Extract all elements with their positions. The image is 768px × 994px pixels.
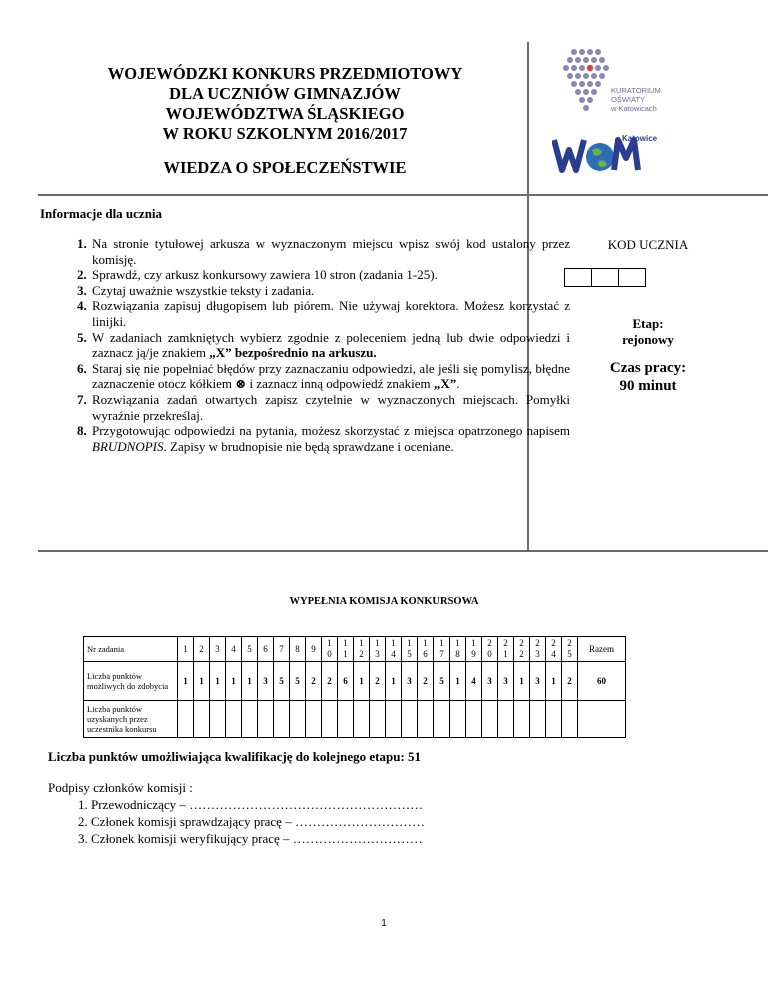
task-number: 1 1: [343, 638, 348, 659]
kuratorium-line: w Katowicach: [611, 104, 657, 113]
task-number-cell: 3: [210, 637, 226, 662]
task-number-cell: [466, 637, 482, 662]
task-number: 1 8: [455, 638, 460, 659]
task-number-row: [84, 637, 626, 662]
max-points-cell: 1: [514, 662, 530, 701]
instruction-text: . Zapisy w brudnopisie nie będą sprawdzane i oceniane.: [163, 438, 454, 454]
task-number-cell: 4: [226, 637, 242, 662]
task-number-cell: 5: [242, 637, 258, 662]
earned-points-cell[interactable]: [370, 701, 386, 738]
earned-points-cell[interactable]: [178, 701, 194, 738]
task-number-cell: 2: [194, 637, 210, 662]
instruction-item: [90, 330, 570, 361]
earned-points-cell[interactable]: [242, 701, 258, 738]
task-number: 1 7: [439, 638, 444, 659]
instruction-text: .: [456, 376, 460, 392]
student-code-box[interactable]: [618, 268, 646, 287]
wom-city-label: Katowice: [622, 134, 658, 143]
task-number: 2 1: [503, 638, 508, 659]
kuratorium-line: OŚWIATY: [611, 95, 646, 104]
max-points-cell: 5: [274, 662, 290, 701]
max-points-cell: 2: [322, 662, 338, 701]
stage-label: [530, 316, 766, 348]
max-points-cell: 3: [530, 662, 546, 701]
task-number: 2 3: [535, 638, 540, 659]
instructions-list: [38, 236, 570, 454]
task-number-cell: 8: [290, 637, 306, 662]
stage-line: rejonowy: [622, 332, 674, 347]
task-number: 1 5: [407, 638, 412, 659]
max-points-cell: 2: [306, 662, 322, 701]
task-number: 2 4: [551, 638, 556, 659]
max-points-cell: 1: [194, 662, 210, 701]
task-number-cell: 7: [274, 637, 290, 662]
time-line: Czas pracy:: [609, 360, 687, 376]
student-code-box[interactable]: [564, 268, 592, 287]
task-number-cell: [322, 637, 338, 662]
earned-points-cell[interactable]: [290, 701, 306, 738]
task-number-cell: [562, 637, 578, 662]
max-points-cell: 1: [546, 662, 562, 701]
max-points-cell: 3: [402, 662, 418, 701]
max-points-cell: 1: [450, 662, 466, 701]
max-points-cell: 3: [482, 662, 498, 701]
task-number-cell: 9: [306, 637, 322, 662]
earned-points-cell[interactable]: [498, 701, 514, 738]
max-points-cell: 3: [258, 662, 274, 701]
task-number-cell: [370, 637, 386, 662]
qualification-threshold: Liczba punktów umożliwiająca kwalifikację do kolejnego etapu: 51: [48, 749, 422, 764]
instruction-text: i zaznacz inną odpowiedź znakiem: [246, 376, 434, 392]
max-points-cell: 1: [354, 662, 370, 701]
instruction-text: Czytaj uważnie wszystkie teksty i zadania.: [92, 282, 315, 298]
section-divider: [38, 550, 768, 552]
instruction-item: [90, 392, 570, 423]
instruction-text: W zadaniach zamkniętych wybierz zgodnie z poleceniem jedną lub dwie odpowiedzi i zaznacz ją/je znakiem: [92, 329, 570, 361]
signature-line: 1. Przewodniczący – ………………………………………………: [91, 796, 425, 813]
instruction-text: Przygotowując odpowiedzi na pytania, możesz skorzystać z miejsca opatrzonego napisem: [92, 423, 570, 439]
signatures-heading: Podpisy członków komisji :: [48, 780, 193, 795]
row-label: Nr zadania: [84, 637, 178, 662]
instruction-text: Na stronie tytułowej arkusza w wyznaczonym miejscu wpisz swój kod ustalony przez komisję.: [92, 236, 570, 267]
task-number-cell: [434, 637, 450, 662]
instruction-text: Staraj się nie popełniać błędów przy zaznaczaniu odpowiedzi, ale jeśli się pomylisz, błędne zaznaczenie otocz kółkiem: [92, 360, 570, 392]
instruction-text: Sprawdź, czy arkusz konkursowy zawiera 10 stron (zadania 1-25).: [92, 267, 438, 283]
max-points-cell: 1: [242, 662, 258, 701]
earned-points-cell[interactable]: [306, 701, 322, 738]
max-points-cell: 1: [226, 662, 242, 701]
task-number: 1 0: [327, 638, 332, 659]
earned-points-cell[interactable]: [562, 701, 578, 738]
kuratorium-text: [611, 86, 661, 113]
max-points-cell: 2: [562, 662, 578, 701]
earned-points-cell[interactable]: [386, 701, 402, 738]
signature-line: 3. Członek komisji weryfikujący pracę – …………………………: [91, 830, 425, 847]
task-number-cell: [386, 637, 402, 662]
instruction-item: [90, 423, 570, 454]
max-points-cell: 6: [338, 662, 354, 701]
max-points-cell: 1: [386, 662, 402, 701]
task-number: 1 2: [359, 638, 364, 659]
task-number: 2 5: [567, 638, 572, 659]
max-points-cell: 3: [498, 662, 514, 701]
earned-points-cell[interactable]: [274, 701, 290, 738]
instruction-emphasis: „X” bezpośrednio na arkuszu.: [209, 345, 377, 361]
row-label: Liczba punktów możliwych do zdobycia: [84, 662, 178, 701]
task-number-cell: [418, 637, 434, 662]
earned-points-cell[interactable]: [226, 701, 242, 738]
task-number: 2 0: [487, 638, 492, 659]
earned-points-row: [84, 701, 626, 738]
instruction-italic: BRUDNOPIS: [92, 438, 164, 454]
instruction-item: [90, 361, 570, 392]
earned-points-cell[interactable]: [258, 701, 274, 738]
task-number-cell: [338, 637, 354, 662]
max-points-cell: 5: [290, 662, 306, 701]
task-number-cell: 6: [258, 637, 274, 662]
task-number: 1 4: [391, 638, 396, 659]
task-number: 2 2: [519, 638, 524, 659]
instruction-item: [90, 267, 570, 283]
instruction-emphasis: „X”: [433, 376, 457, 392]
task-number-cell: [530, 637, 546, 662]
max-points-cell: 4: [466, 662, 482, 701]
title-line: WOJEWÓDZKI KONKURS PRZEDMIOTOWY: [107, 64, 463, 83]
student-code-label: KOD UCZNIA: [607, 237, 689, 252]
max-points-cell: 5: [434, 662, 450, 701]
subject-title: WIEDZA O SPOŁECZEŃSTWIE: [163, 158, 407, 177]
score-table: [83, 636, 626, 738]
header-divider: [38, 194, 768, 196]
instruction-text: Rozwiązania zapisuj długopisem lub piórem. Nie używaj korektora. Możesz korzystać z linijki.: [92, 298, 570, 329]
earned-points-cell[interactable]: [546, 701, 562, 738]
row-label: Liczba punktów uzyskanych przez uczestnika konkursu: [84, 701, 178, 738]
earned-points-cell[interactable]: [338, 701, 354, 738]
max-points-cell: 2: [370, 662, 386, 701]
max-points-cell: 1: [210, 662, 226, 701]
info-heading: Informacje dla ucznia: [40, 206, 163, 221]
instruction-item: [90, 298, 570, 329]
task-number-cell: [482, 637, 498, 662]
instruction-item: [90, 283, 570, 299]
earned-points-cell[interactable]: [466, 701, 482, 738]
total-label: Razem: [578, 637, 626, 662]
title-line: DLA UCZNIÓW GIMNAZJÓW: [169, 84, 401, 103]
earned-points-cell[interactable]: [402, 701, 418, 738]
committee-heading: WYPEŁNIA KOMISJA KONKURSOWA: [289, 596, 479, 607]
earned-points-cell[interactable]: [322, 701, 338, 738]
task-number-cell: [514, 637, 530, 662]
page-number: 1: [381, 918, 387, 929]
title-line: W ROKU SZKOLNYM 2016/2017: [162, 124, 408, 143]
task-number-cell: [498, 637, 514, 662]
earned-points-cell[interactable]: [482, 701, 498, 738]
task-number-cell: [546, 637, 562, 662]
earned-points-cell[interactable]: [530, 701, 546, 738]
earned-points-cell[interactable]: [418, 701, 434, 738]
earned-points-cell[interactable]: [210, 701, 226, 738]
earned-total-cell[interactable]: [578, 701, 626, 738]
signatures-list: [48, 796, 425, 847]
max-points-row: [84, 662, 626, 701]
earned-points-cell[interactable]: [450, 701, 466, 738]
kuratorium-logo-icon: [562, 48, 610, 118]
task-number: 1 6: [423, 638, 428, 659]
title-line: WOJEWÓDZTWA ŚLĄSKIEGO: [165, 104, 405, 123]
task-number: 1 3: [375, 638, 380, 659]
task-number-cell: [402, 637, 418, 662]
task-number: 1 9: [471, 638, 476, 659]
total-points: 60: [578, 662, 626, 701]
contest-title: [40, 64, 530, 144]
instruction-text: Rozwiązania zadań otwartych zapisz czytelnie w wyznaczonych miejscach. Pomyłki wyraźnie przekreślaj.: [92, 391, 570, 423]
task-number-cell: [450, 637, 466, 662]
stage-line: Etap:: [632, 316, 664, 331]
kuratorium-line: KURATORIUM: [611, 86, 661, 95]
task-number-cell: [354, 637, 370, 662]
circled-x-icon: ⊗: [235, 376, 247, 392]
student-code-boxes: [565, 268, 646, 287]
max-points-cell: 1: [178, 662, 194, 701]
earned-points-cell[interactable]: [514, 701, 530, 738]
student-code-box[interactable]: [591, 268, 619, 287]
earned-points-cell[interactable]: [194, 701, 210, 738]
task-number-cell: 1: [178, 637, 194, 662]
max-points-cell: 2: [418, 662, 434, 701]
earned-points-cell[interactable]: [354, 701, 370, 738]
time-line: 90 minut: [619, 378, 677, 394]
signature-line: 2. Członek komisji sprawdzający pracę – …………………………: [91, 813, 425, 830]
earned-points-cell[interactable]: [434, 701, 450, 738]
time-label: [530, 359, 766, 395]
instruction-item: [90, 236, 570, 267]
